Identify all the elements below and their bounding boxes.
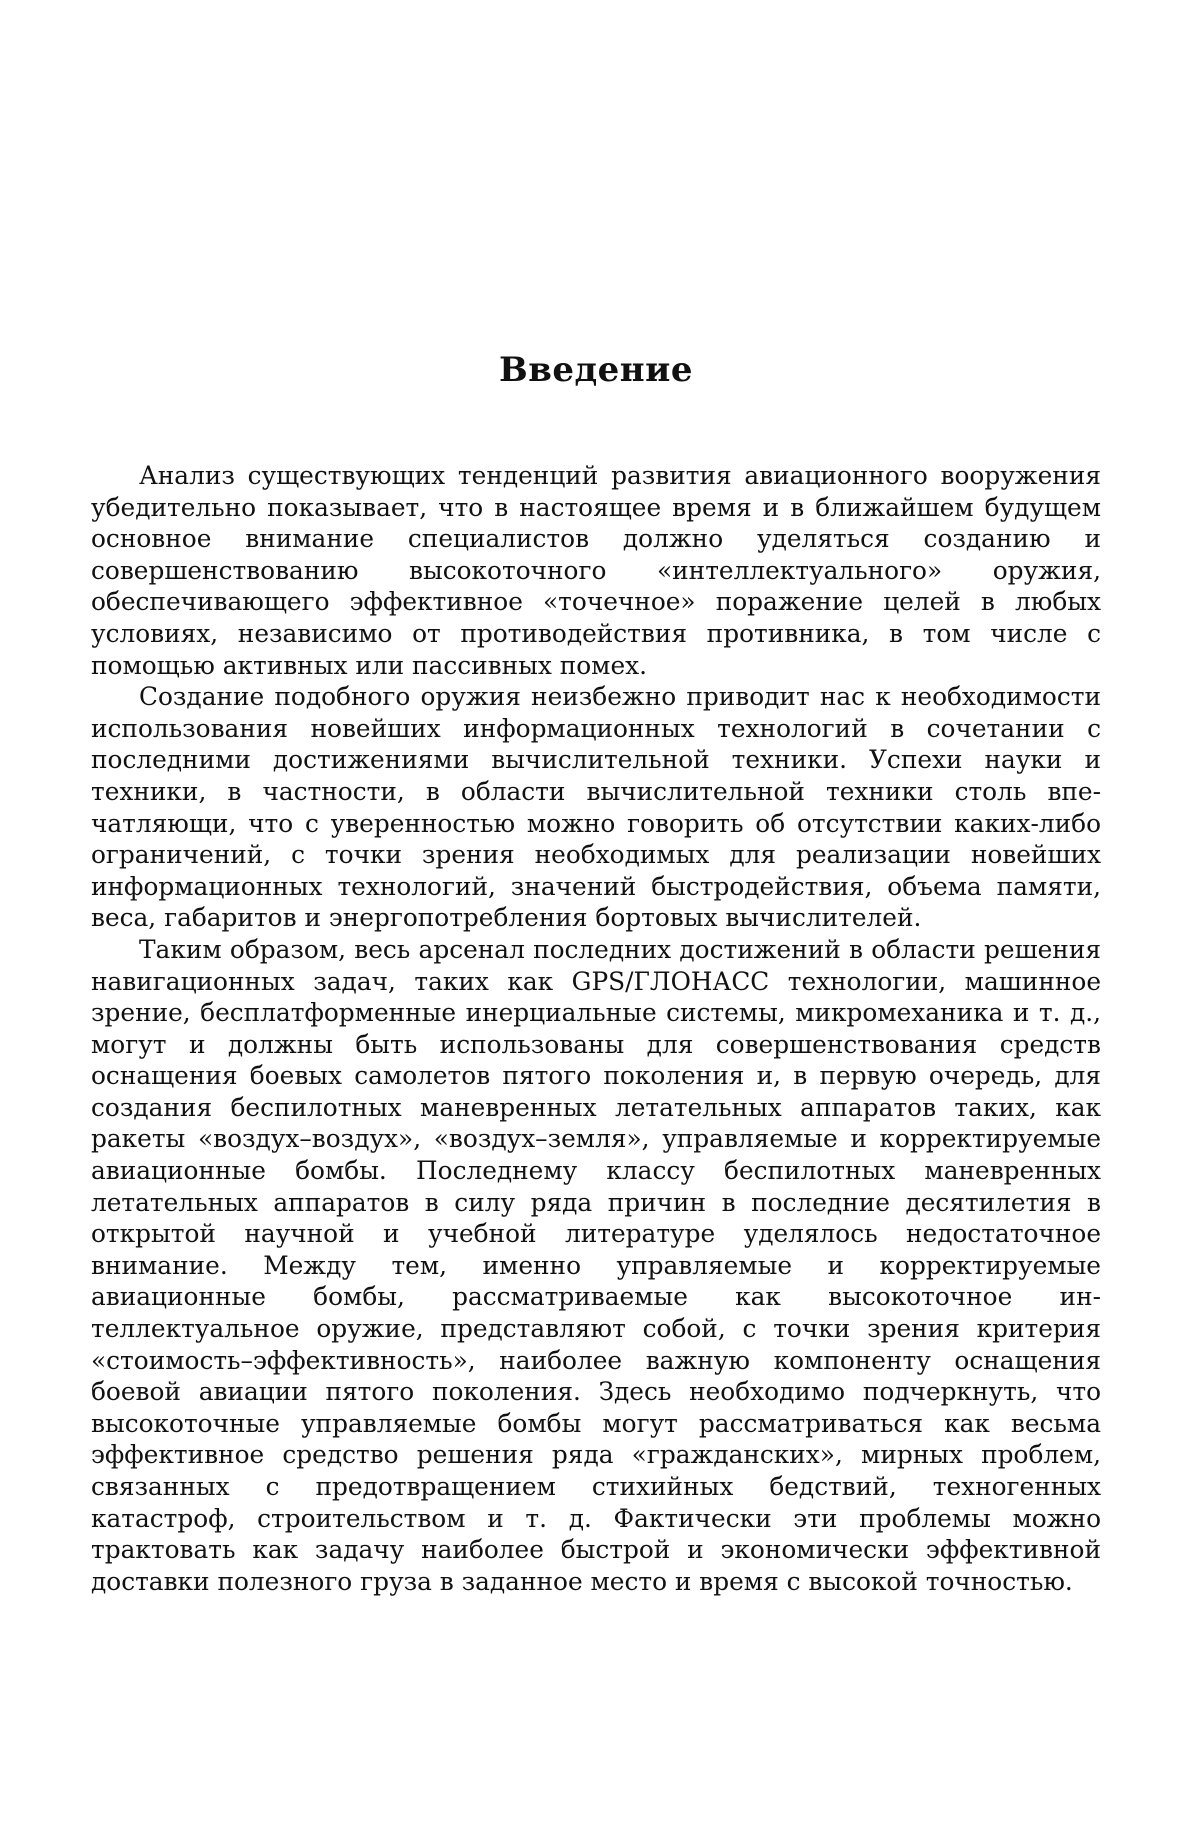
paragraph: Таким образом, весь арсенал последних достижений в области решения навигационных задач, таких как GPS/ГЛОНАСС технологии, машинное зрение, бесплатформенные инерциальные системы, микромеханика и т. д., могут и должны быть использованы для совершенствования средств оснащения боевых самолетов пятого поколения и, в первую очередь, для создания беспилотных маневренных летательных аппаратов таких, как ракеты «воздух–воздух», «воздух–земля», управляемые и корректируемые авиационные бомбы. Последнему классу беспилотных маневренных летательных аппаратов в силу ряда причин в последние десятилетия в открытой научной и учебной литературе уделялось недостаточное внимание. Между тем, именно управляемые и корректируемые авиационные бомбы, рассматриваемые как высокоточное интеллектуальное оружие, представляют собой, с точки зрения критерия «стоимость–эффективность», наиболее важную компоненту оснащения боевой авиации пятого поколения. Здесь необходимо подчеркнуть, что высокоточные управляемые бомбы могут рассматриваться как весьма эффективное средство решения ряда «гражданских», мирных проблем, связанных с предотвращением стихийных бедствий, техногенных катастроф, строительством и т. д. Фактически эти проблемы можно трактовать как задачу наиболее быстрой и экономически эффективной доставки полезного груза в заданное место и время с высокой точностью. [91, 934, 1101, 1596]
paragraph: Создание подобного оружия неизбежно приводит нас к необходимости использования новейших информационных технологий в сочетании с последними достижениями вычислительной техники. Успехи науки и техники, в частности, в области вычислительной техники столь впечатляющи, что с уверенностью можно говорить об отсутствии каких-либо ограничений, с точки зрения необходимых для реализации новейших информационных технологий, значений быстродействия, объема памяти, веса, габаритов и энергопотребления бортовых вычислителей. [91, 682, 1101, 933]
chapter-title: Введение [498, 350, 694, 390]
book-page [91, 0, 1101, 1843]
paragraph: Анализ существующих тенденций развития авиационного вооружения убедительно показывает, что в настоящее время и в ближайшем будущем основное внимание специалистов должно уделяться созданию и совершенствованию высокоточного «интеллектуального» оружия, обеспечивающего эффективное «точечное» поражение целей в любых условиях, независимо от противодействия противника, в том числе с помощью активных или пассивных помех. [91, 461, 1101, 680]
chapter-body [91, 460, 1101, 1597]
